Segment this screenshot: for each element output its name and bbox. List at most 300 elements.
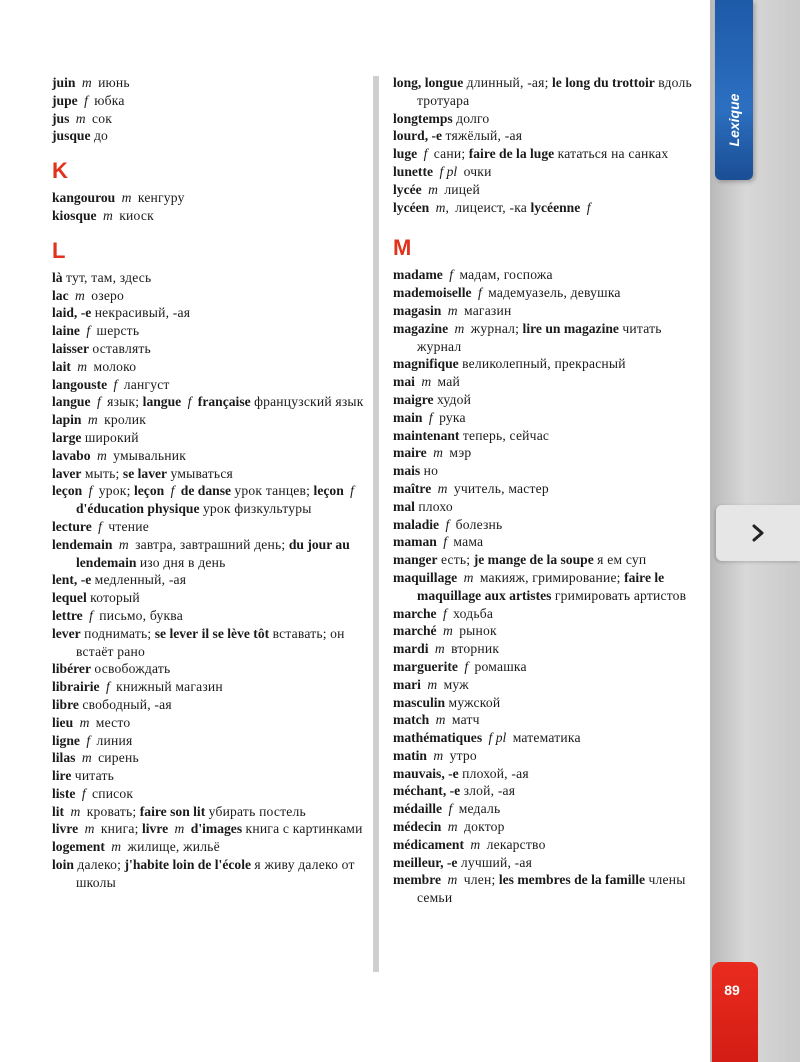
dictionary-entry xyxy=(52,411,364,429)
entry-gender: m xyxy=(437,480,448,496)
dictionary-entry xyxy=(52,269,364,287)
dictionary-entry xyxy=(393,462,699,480)
entry-translation: ромашка xyxy=(474,658,527,674)
entry-headword: lycéen xyxy=(393,199,430,215)
dictionary-entry xyxy=(52,447,364,465)
entry-gender: m xyxy=(470,836,481,852)
entry-list-k xyxy=(52,189,364,225)
entry-translation: муж xyxy=(443,676,469,692)
entry-translation: линия xyxy=(96,732,133,748)
entry-translation: длинный, -ая; xyxy=(466,75,549,90)
entry-headword: faire le maquillage aux artistes xyxy=(417,569,665,603)
entry-translation: математика xyxy=(512,730,581,746)
entry-translation: широкий xyxy=(84,429,139,445)
entry-headword: main xyxy=(393,409,423,425)
dictionary-entry xyxy=(393,854,699,872)
entry-headword: le long du trottoir xyxy=(552,75,655,90)
entry-headword: lent, -e xyxy=(52,572,92,588)
entry-gender: f xyxy=(428,409,433,425)
dictionary-entry xyxy=(52,189,364,207)
entry-headword: maire xyxy=(393,445,427,461)
entry-headword: lever xyxy=(52,625,81,641)
entry-translation: я живу далеко от школы xyxy=(76,857,355,890)
entry-translation: вторник xyxy=(451,641,500,657)
entry-headword: leçon xyxy=(52,483,83,499)
entry-headword: magazine xyxy=(393,320,449,336)
entry-gender: m xyxy=(75,287,85,303)
entry-translation: вставать; xyxy=(272,625,327,641)
dictionary-entry xyxy=(393,765,699,783)
entry-headword: mademoiselle xyxy=(393,285,472,301)
entry-headword: lendemain xyxy=(52,536,113,552)
entry-headword: lycée xyxy=(393,181,422,197)
entry-headword: maladie xyxy=(393,516,440,532)
entry-translation: молоко xyxy=(93,358,137,374)
entry-gender: m xyxy=(70,803,81,819)
dictionary-entry xyxy=(52,518,364,536)
entry-translation: теперь, сейчас xyxy=(462,427,550,443)
dictionary-entry xyxy=(52,732,364,750)
entry-translation: список xyxy=(92,785,134,801)
dictionary-entry xyxy=(393,480,699,498)
entry-headword: juin xyxy=(52,75,76,90)
dictionary-entry xyxy=(393,694,699,712)
dictionary-entry xyxy=(393,373,699,391)
entry-gender: f xyxy=(88,483,93,499)
entry-headword: faire de la luge xyxy=(468,146,555,162)
entry-translation: место xyxy=(95,714,131,730)
entry-headword: mal xyxy=(393,498,415,514)
entry-headword: lycéenne xyxy=(530,199,581,215)
entry-headword: matin xyxy=(393,747,427,763)
entry-gender: f xyxy=(464,658,469,674)
entry-translation: лекарство xyxy=(486,836,546,852)
entry-gender: m xyxy=(447,819,458,835)
entry-list-lo xyxy=(393,74,699,216)
entry-headword: j'habite loin de l'école xyxy=(124,857,252,873)
entry-translation: плохо xyxy=(418,498,453,514)
dictionary-entry xyxy=(393,145,699,163)
entry-translation: кенгуру xyxy=(137,190,185,206)
entry-translation: тут, там, здесь xyxy=(65,269,152,285)
entry-gender: m xyxy=(81,75,92,90)
entry-translation: урок; xyxy=(98,483,131,499)
entry-headword: lourd, -e xyxy=(393,128,443,144)
entry-headword: les membres de la famille xyxy=(498,872,646,888)
entry-translation: лангуст xyxy=(123,376,170,392)
entry-headword: lire xyxy=(52,768,72,784)
entry-headword: lequel xyxy=(52,590,87,606)
dictionary-entry xyxy=(52,393,364,411)
entry-headword: logement xyxy=(52,839,105,855)
entry-translation: урок физкультуры xyxy=(202,501,312,517)
entry-headword: kiosque xyxy=(52,207,97,223)
entry-gender: f xyxy=(443,534,447,550)
entry-translation: до xyxy=(93,128,109,144)
entry-headword: luge xyxy=(393,146,418,162)
entry-translation: май xyxy=(437,374,460,390)
dictionary-entry xyxy=(52,856,364,892)
entry-gender: m xyxy=(435,712,446,728)
entry-headword: d'éducation physique xyxy=(76,501,200,517)
dictionary-entry xyxy=(52,74,364,92)
entry-headword: langue xyxy=(52,394,91,410)
dictionary-entry xyxy=(52,678,364,696)
entry-headword: madame xyxy=(393,267,443,283)
entry-translation: письмо, буква xyxy=(99,607,183,623)
entry-translation: кролик xyxy=(104,412,147,428)
entry-translation: сок xyxy=(92,110,113,126)
dictionary-entry xyxy=(393,302,699,320)
entry-translation: жилище, жильё xyxy=(127,839,220,855)
dictionary-entry xyxy=(393,181,699,199)
entry-headword: il se lève tôt xyxy=(201,625,270,641)
entry-headword: lapin xyxy=(52,412,82,428)
dictionary-entry xyxy=(52,465,364,483)
entry-translation: макияж, гримирование; xyxy=(479,569,621,585)
dictionary-entry xyxy=(393,199,699,217)
dictionary-entry xyxy=(52,322,364,340)
dictionary-entry xyxy=(393,747,699,765)
entry-headword: maître xyxy=(393,480,432,496)
dictionary-entry xyxy=(52,749,364,767)
entry-headword: livre xyxy=(141,821,169,837)
entry-headword: meilleur, -e xyxy=(393,854,458,870)
entry-headword: lait xyxy=(52,358,71,374)
entry-headword: faire son lit xyxy=(139,803,206,819)
entry-gender: m xyxy=(111,839,122,855)
entry-translation: медаль xyxy=(458,801,501,817)
entry-gender: m xyxy=(428,181,438,197)
entry-headword: magasin xyxy=(393,302,442,318)
entry-gender: m xyxy=(427,676,438,692)
entry-translation: убирать постель xyxy=(208,803,306,819)
entry-headword: livre xyxy=(52,821,79,837)
entry-headword: jus xyxy=(52,110,70,126)
section-letter-l: L xyxy=(52,237,66,263)
entry-gender: m, xyxy=(435,199,449,215)
entry-headword: langouste xyxy=(52,376,108,392)
entry-headword: mai xyxy=(393,374,415,390)
dictionary-entry xyxy=(393,551,699,569)
entry-gender: m xyxy=(447,872,458,888)
entry-headword: laver xyxy=(52,465,82,481)
dictionary-entry xyxy=(393,836,699,854)
entry-headword: marguerite xyxy=(393,658,458,674)
entry-gender: m xyxy=(463,569,474,585)
dictionary-entry xyxy=(393,800,699,818)
entry-translation: болезнь xyxy=(455,516,503,532)
dictionary-entry xyxy=(52,340,364,358)
dictionary-entry xyxy=(393,676,699,694)
entry-translation: книга; xyxy=(100,821,139,837)
entry-headword: libre xyxy=(52,696,79,712)
dictionary-entry xyxy=(52,838,364,856)
entry-gender: f pl xyxy=(488,730,507,746)
entry-headword: jupe xyxy=(52,92,78,108)
entry-gender: m xyxy=(447,302,458,318)
left-column xyxy=(52,74,364,892)
entry-headword: du jour au lendemain xyxy=(76,536,350,570)
entry-headword: mauvais, -e xyxy=(393,765,459,781)
dictionary-entry xyxy=(52,714,364,732)
entry-translation: долго xyxy=(456,110,490,126)
entry-headword: de danse xyxy=(180,483,232,499)
entry-gender: f xyxy=(448,801,453,817)
entry-gender: m xyxy=(84,821,95,837)
entry-gender: m xyxy=(81,750,92,766)
entry-headword: liste xyxy=(52,785,76,801)
lexique-label: Lexique xyxy=(726,93,742,147)
entry-headword: loin xyxy=(52,857,74,873)
entry-headword: là xyxy=(52,269,63,285)
entry-list-top xyxy=(52,74,364,145)
entry-translation: лицей xyxy=(444,181,480,197)
entry-headword: d'images xyxy=(190,821,243,837)
entry-translation: урок танцев; xyxy=(234,483,311,499)
entry-headword: kangourou xyxy=(52,190,116,206)
entry-headword: match xyxy=(393,712,430,728)
entry-gender: f xyxy=(86,732,91,748)
dictionary-entry xyxy=(52,607,364,625)
entry-headword: mardi xyxy=(393,641,429,657)
entry-translation: свободный, -ая xyxy=(82,696,172,712)
entry-headword: marché xyxy=(393,623,437,639)
entry-translation: читать xyxy=(74,768,115,784)
entry-headword: se laver xyxy=(122,465,168,481)
dictionary-entry xyxy=(393,163,699,181)
dictionary-entry xyxy=(393,391,699,409)
entry-headword: manger xyxy=(393,552,438,568)
entry-translation: рынок xyxy=(459,623,497,639)
entry-headword: médaille xyxy=(393,801,443,817)
section-letter-m: M xyxy=(393,235,412,261)
dictionary-entry xyxy=(393,516,699,534)
entry-translation: некрасивый, -ая xyxy=(94,305,191,321)
entry-translation: шерсть xyxy=(96,323,140,339)
dictionary-entry xyxy=(52,571,364,589)
dictionary-entry xyxy=(393,782,699,800)
dictionary-entry xyxy=(52,625,364,661)
entry-gender: f xyxy=(423,146,428,162)
entry-gender: m xyxy=(118,536,129,552)
dictionary-entry xyxy=(393,569,699,605)
dictionary-entry xyxy=(393,266,699,284)
entry-translation: кататься на санках xyxy=(557,146,669,162)
dictionary-entry xyxy=(393,729,699,747)
chevron-right-icon xyxy=(751,524,765,542)
entry-translation: мэр xyxy=(449,445,472,461)
entry-gender: m xyxy=(421,374,432,390)
entry-translation: сани; xyxy=(433,146,466,162)
entry-headword: magnifique xyxy=(393,356,459,372)
entry-gender: f xyxy=(89,607,93,623)
dictionary-entry xyxy=(52,696,364,714)
entry-translation: умывальник xyxy=(113,447,187,463)
entry-translation: лицеист, -ка xyxy=(455,199,528,215)
entry-headword: maquillage xyxy=(393,569,458,585)
entry-list-l xyxy=(52,269,364,892)
entry-translation: медленный, -ая xyxy=(94,572,187,588)
entry-translation: озеро xyxy=(91,287,125,303)
dictionary-entry xyxy=(393,110,699,128)
entry-headword: lunette xyxy=(393,163,434,179)
entry-translation: журнал; xyxy=(470,320,520,336)
entry-translation: матч xyxy=(451,712,480,728)
entry-translation: гримировать артистов xyxy=(554,587,687,603)
entry-translation: великолепный, прекрасный xyxy=(462,356,626,372)
entry-headword: lac xyxy=(52,287,69,303)
entry-translation: французский язык xyxy=(254,394,364,410)
entry-gender: f xyxy=(445,516,450,532)
entry-gender: f xyxy=(442,605,447,621)
entry-gender: m xyxy=(102,207,113,223)
entry-headword: mari xyxy=(393,676,421,692)
dictionary-entry xyxy=(393,640,699,658)
entry-gender: f xyxy=(113,376,118,392)
entry-translation: учитель, мастер xyxy=(453,480,549,496)
entry-translation: худой xyxy=(436,391,472,407)
entry-translation: изо дня в день xyxy=(139,554,226,570)
entry-translation: освобождать xyxy=(94,661,171,677)
entry-headword: jusque xyxy=(52,128,91,144)
entry-headword: lire un magazine xyxy=(522,320,619,336)
entry-gender: m xyxy=(433,747,444,763)
dictionary-entry xyxy=(393,409,699,427)
entry-headword: lettre xyxy=(52,607,83,623)
entry-translation: член; xyxy=(463,872,496,888)
entry-headword: mais xyxy=(393,463,421,479)
entry-translation: умываться xyxy=(170,465,234,481)
entry-translation: утро xyxy=(449,747,477,763)
entry-headword: librairie xyxy=(52,679,100,695)
entry-gender: m xyxy=(77,358,88,374)
page-number: 89 xyxy=(724,982,740,998)
entry-translation: мыть; xyxy=(84,465,120,481)
entry-translation: доктор xyxy=(463,819,505,835)
next-page-button[interactable] xyxy=(716,505,800,561)
entry-headword: masculin xyxy=(393,694,446,710)
entry-gender: m xyxy=(121,190,132,206)
dictionary-entry xyxy=(52,376,364,394)
entry-gender: m xyxy=(454,320,465,336)
entry-gender: f pl xyxy=(439,163,458,179)
entry-translation: поднимать; xyxy=(84,625,152,641)
column-divider xyxy=(373,76,379,972)
entry-headword: mathématiques xyxy=(393,730,483,746)
entry-translation: мужской xyxy=(448,694,501,710)
entry-gender: m xyxy=(442,623,453,639)
dictionary-entry xyxy=(393,871,699,907)
dictionary-entry xyxy=(393,427,699,445)
entry-gender: m xyxy=(79,714,90,730)
entry-translation: юбка xyxy=(94,92,125,108)
entry-translation: рука xyxy=(439,409,466,425)
entry-headword: membre xyxy=(393,872,442,888)
entry-gender: m xyxy=(87,412,98,428)
entry-headword: longtemps xyxy=(393,110,453,126)
entry-headword: lecture xyxy=(52,518,92,534)
dictionary-entry xyxy=(52,482,364,518)
entry-gender: f xyxy=(187,394,192,410)
entry-headword: laisser xyxy=(52,340,89,356)
dictionary-entry xyxy=(52,287,364,305)
entry-gender: m xyxy=(174,821,185,837)
entry-translation: язык; xyxy=(107,394,140,410)
entry-gender: f xyxy=(350,483,354,499)
entry-headword: française xyxy=(197,394,251,410)
entry-translation: июнь xyxy=(98,75,130,90)
dictionary-entry xyxy=(393,711,699,729)
dictionary-entry xyxy=(393,658,699,676)
dictionary-entry xyxy=(52,785,364,803)
dictionary-entry xyxy=(52,358,364,376)
dictionary-entry xyxy=(393,444,699,462)
page-number-tab xyxy=(712,962,758,1062)
entry-translation: чтение xyxy=(108,518,149,534)
entry-translation: он встаёт рано xyxy=(76,625,345,659)
dictionary-entry xyxy=(393,533,699,551)
entry-gender: m xyxy=(433,445,443,461)
entry-gender: f xyxy=(170,483,175,499)
dictionary-entry xyxy=(393,74,699,110)
entry-headword: leçon xyxy=(133,483,165,499)
entry-translation: книжный магазин xyxy=(116,679,223,695)
entry-translation: ходьба xyxy=(453,605,494,621)
entry-headword: leçon xyxy=(313,483,344,499)
entry-headword: libérer xyxy=(52,661,92,677)
entry-translation: который xyxy=(90,590,140,606)
dictionary-entry xyxy=(393,622,699,640)
entry-translation: есть; xyxy=(440,552,471,568)
entry-gender: f xyxy=(586,199,591,215)
dictionary-entry xyxy=(52,92,364,110)
entry-translation: кровать; xyxy=(86,803,137,819)
right-column xyxy=(393,74,699,907)
entry-translation: злой, -ая xyxy=(463,783,516,799)
entry-translation: члены семьи xyxy=(417,872,686,906)
dictionary-entry xyxy=(52,660,364,678)
entry-translation: плохой, -ая xyxy=(462,765,529,781)
entry-headword: maigre xyxy=(393,391,434,407)
entry-headword: je mange de la soupe xyxy=(473,552,594,568)
entry-translation: вдоль тротуара xyxy=(417,75,692,108)
entry-headword: large xyxy=(52,429,82,445)
entry-headword: langue xyxy=(142,394,182,410)
dictionary-entry xyxy=(393,605,699,623)
dictionary-entry xyxy=(393,498,699,516)
entry-translation: я ем суп xyxy=(597,552,647,568)
entry-gender: f xyxy=(477,285,482,301)
dictionary-entry xyxy=(393,320,699,356)
entry-headword: marche xyxy=(393,605,437,621)
entry-headword: médicament xyxy=(393,836,464,852)
entry-translation: сирень xyxy=(98,750,139,766)
entry-headword: ligne xyxy=(52,732,80,748)
entry-gender: f xyxy=(449,267,454,283)
entry-gender: f xyxy=(105,679,110,695)
entry-gender: m xyxy=(434,641,445,657)
entry-translation: тяжёлый, -ая xyxy=(445,128,523,144)
dictionary-entry xyxy=(52,110,364,128)
entry-translation: магазин xyxy=(463,302,512,318)
entry-headword: laid, -e xyxy=(52,305,92,321)
entry-headword: lavabo xyxy=(52,447,91,463)
entry-gender: f xyxy=(98,518,102,534)
entry-translation: завтра, завтрашний день; xyxy=(135,536,286,552)
entry-headword: long, longue xyxy=(393,75,464,90)
entry-translation: мадемуазель, девушка xyxy=(488,285,621,301)
